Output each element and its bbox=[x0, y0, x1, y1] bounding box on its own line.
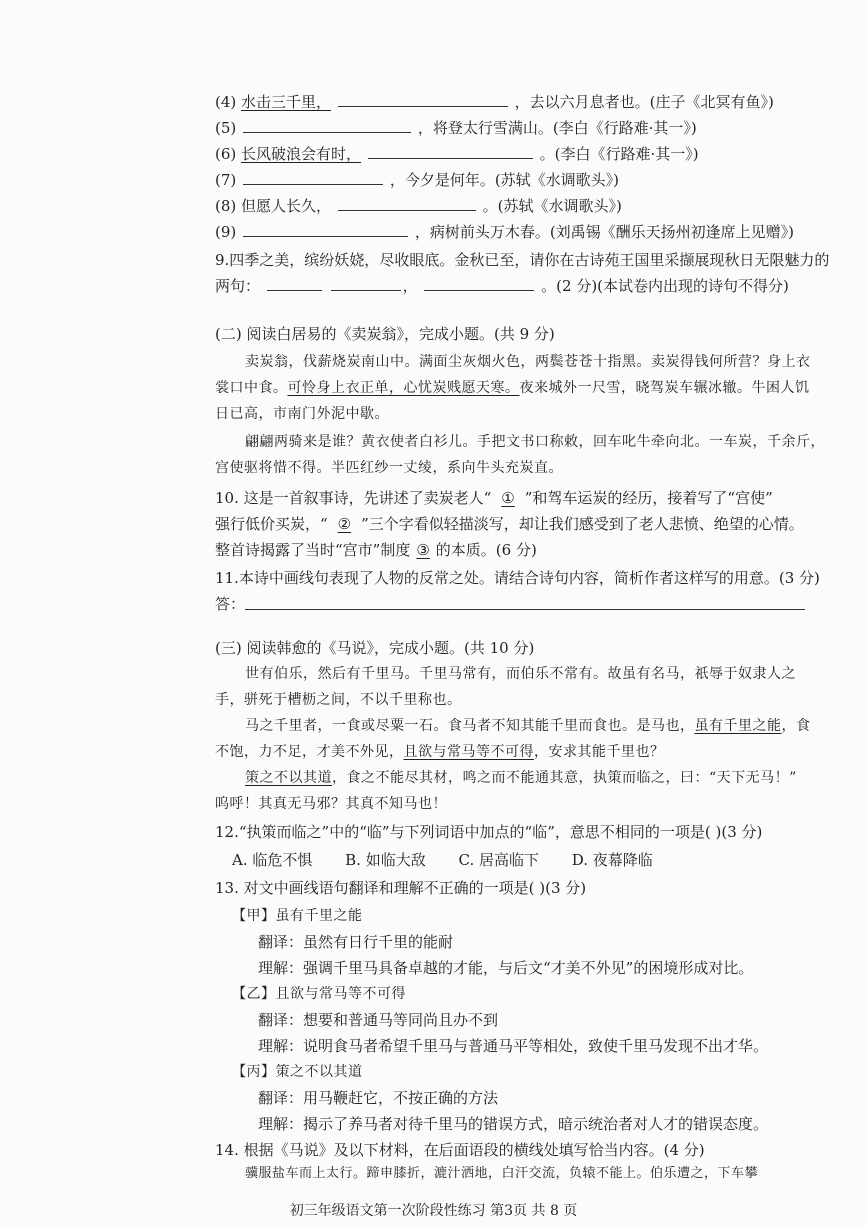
passage-line: 卖炭翁，伐薪烧炭南山中。满面尘灰烟火色，两鬓苍苍十指黑。卖炭得钱何所营？身上衣 bbox=[245, 354, 811, 370]
poem-source: 。(李白《行路难·其一》) bbox=[539, 145, 699, 163]
passage-line: 宫使驱将惜不得。半匹红纱一丈绫，系向牛头充炭直。 bbox=[215, 460, 563, 476]
option-a[interactable]: A. 临危不惧 bbox=[232, 851, 313, 869]
poem-source: ，去以六月息者也。(庄子《北冥有鱼》) bbox=[514, 93, 774, 111]
q12-options bbox=[232, 850, 653, 870]
blank-marker: ② bbox=[337, 515, 352, 533]
underlined-phrase-jia: 虽有千里之能 bbox=[694, 718, 782, 734]
q13-prompt: 13. 对文中画线语句翻译和理解不正确的一项是( )(3 分) bbox=[215, 879, 587, 897]
passage-line: 翩翩两骑来是谁？黄衣使者白衫儿。手把文书口称敕，回车叱牛牵向北。一车炭，千余斤， bbox=[245, 434, 825, 450]
q11-answer-label: 答： bbox=[215, 595, 246, 613]
answer-blank[interactable] bbox=[243, 170, 383, 185]
blank-marker: ③ bbox=[416, 541, 430, 559]
answer-blank[interactable] bbox=[424, 276, 534, 291]
section-2-title: (二) 阅读白居易的《卖炭翁》，完成小题。(共 9 分) bbox=[215, 325, 555, 343]
answer-blank[interactable] bbox=[267, 276, 322, 291]
passage-line: 不饱，力不足，才美不外见，且欲与常马等不可得，安求其能千里也？ bbox=[215, 744, 665, 760]
item-bing-translation: 翻译：用马鞭赶它，不按正确的方法 bbox=[258, 1089, 499, 1107]
poem-source: ，病树前头万木春。(刘禹锡《酬乐天扬州初逢席上见赠》) bbox=[414, 223, 795, 241]
passage-line: 世有伯乐，然后有千里马。千里马常有，而伯乐不常有。故虽有名马，祇辱于奴隶人之 bbox=[245, 666, 796, 682]
q8-line-5 bbox=[215, 118, 697, 138]
item-number: (6) bbox=[215, 145, 237, 163]
q11-prompt: 11.本诗中画线句表现了人物的反常之处。请结合诗句内容，简析作者这样写的用意。(3 分) bbox=[215, 569, 820, 587]
passage-line: 策之不以其道，食之不能尽其材，鸣之而不能通其意，执策而临之，曰：“天下无马！” bbox=[245, 770, 797, 786]
q8-line-8 bbox=[215, 196, 622, 216]
answer-blank[interactable] bbox=[368, 144, 533, 159]
page-footer: 初三年级语文第一次阶段性练习 第3页 共 8 页 bbox=[289, 1203, 578, 1219]
item-number: (5) bbox=[215, 119, 237, 137]
given-phrase: 水击三千里， bbox=[241, 93, 332, 111]
underlined-phrase-bing: 策之不以其道 bbox=[245, 770, 332, 786]
poem-source: ，今夕是何年。(苏轼《水调歌头》) bbox=[389, 171, 620, 189]
item-bing-label: 【丙】策之不以其道 bbox=[232, 1064, 363, 1080]
answer-blank[interactable] bbox=[243, 222, 408, 237]
answer-blank[interactable] bbox=[338, 196, 476, 211]
option-c[interactable]: C. 居高临下 bbox=[458, 851, 539, 869]
item-yi-translation: 翻译：想要和普通马等同尚且办不到 bbox=[258, 1011, 499, 1029]
passage-line: 呜呼！其真无马邪？其真不知马也！ bbox=[215, 796, 447, 812]
item-number: (8) bbox=[215, 197, 237, 215]
item-yi-label: 【乙】且欲与常马等不可得 bbox=[232, 986, 406, 1002]
answer-blank[interactable] bbox=[338, 92, 508, 107]
item-number: (7) bbox=[215, 171, 237, 189]
q14-material: 骥服盐车而上太行。蹄申膝折，漉汁洒地，白汗交流，负辕不能上。伯乐遭之，下车攀 bbox=[245, 1166, 759, 1181]
q12-prompt: 12.“执策而临之”中的“临”与下列词语中加点的“临”，意思不相同的一项是( )(3 分) bbox=[215, 823, 763, 841]
q9-prompt: 9.四季之美，缤纷妖娆，尽收眼底。金秋已至，请你在古诗苑王国里采撷展现秋日无限魅力的 bbox=[215, 251, 830, 269]
passage-line: 裳口中食。可怜身上衣正单，心忧炭贱愿天寒。夜来城外一尺雪，晓驾炭车辗冰辙。牛困人饥 bbox=[215, 380, 810, 396]
option-d[interactable]: D. 夜幕降临 bbox=[571, 851, 653, 869]
given-phrase: 长风破浪会有时， bbox=[241, 145, 362, 163]
q10-line-3: 整首诗揭露了当时“宫市”制度 ③ 的本质。(6 分) bbox=[215, 541, 537, 559]
q14-prompt: 14. 根据《马说》及以下材料，在后面语段的横线处填写恰当内容。(4 分) bbox=[215, 1141, 705, 1159]
given-phrase: 但愿人长久， bbox=[241, 197, 332, 215]
q9-answer-line: 两句： ， 。(2 分)(本试卷内出现的诗句不得分) bbox=[215, 277, 789, 295]
section-3-title: (三) 阅读韩愈的《马说》，完成小题。(共 10 分) bbox=[215, 639, 535, 657]
item-jia-label: 【甲】虽有千里之能 bbox=[232, 908, 363, 924]
score-note: 。(2 分)(本试卷内出现的诗句不得分) bbox=[541, 277, 789, 295]
q8-line-9 bbox=[215, 222, 794, 242]
item-yi-understanding: 理解：说明食马者希望千里马与普通马平等相处，致使千里马发现不出才华。 bbox=[258, 1037, 769, 1055]
q8-line-6 bbox=[215, 144, 699, 164]
blank-marker: ① bbox=[501, 489, 515, 507]
item-bing-understanding: 理解：揭示了养马者对待千里马的错误方式，暗示统治者对人才的错误态度。 bbox=[258, 1115, 769, 1133]
passage-line: 手，骈死于槽枥之间，不以千里称也。 bbox=[215, 692, 462, 708]
poem-source: ，将登太行雪满山。(李白《行路难·其一》) bbox=[417, 119, 697, 137]
answer-label: 两句： bbox=[215, 277, 261, 295]
q10-line-1: 10. 这是一首叙事诗，先讲述了卖炭老人“ ① ”和驾车运炭的经历，接着写了“宫使” bbox=[215, 489, 773, 507]
item-jia-translation: 翻译：虽然有日行千里的能耐 bbox=[258, 933, 454, 951]
passage-line: 马之千里者，一食或尽粟一石。食马者不知其能千里而食也。是马也，虽有千里之能，食 bbox=[245, 718, 811, 734]
q10-line-2: 强行低价买炭，“ ② ”三个字看似轻描淡写，却让我们感受到了老人悲愤、绝望的心情。 bbox=[215, 515, 804, 533]
passage-line: 日已高，市南门外泥中歇。 bbox=[215, 406, 389, 422]
item-number: (9) bbox=[215, 223, 237, 241]
underlined-phrase-yi: 且欲与常马等不可得 bbox=[403, 744, 534, 760]
answer-blank[interactable] bbox=[243, 118, 411, 133]
q8-line-4 bbox=[215, 92, 774, 112]
q8-line-7 bbox=[215, 170, 619, 190]
q11-answer-line[interactable] bbox=[245, 609, 805, 610]
poem-source: 。(苏轼《水调歌头》) bbox=[482, 197, 622, 215]
item-jia-understanding: 理解：强调千里马具备卓越的才能，与后文“才美不外见”的困境形成对比。 bbox=[258, 959, 754, 977]
item-number: (4) bbox=[215, 93, 237, 111]
underlined-sentence: 可怜身上衣正单，心忧炭贱愿天寒。 bbox=[287, 380, 520, 396]
answer-blank[interactable] bbox=[331, 276, 401, 291]
option-b[interactable]: B. 如临大敌 bbox=[345, 851, 426, 869]
